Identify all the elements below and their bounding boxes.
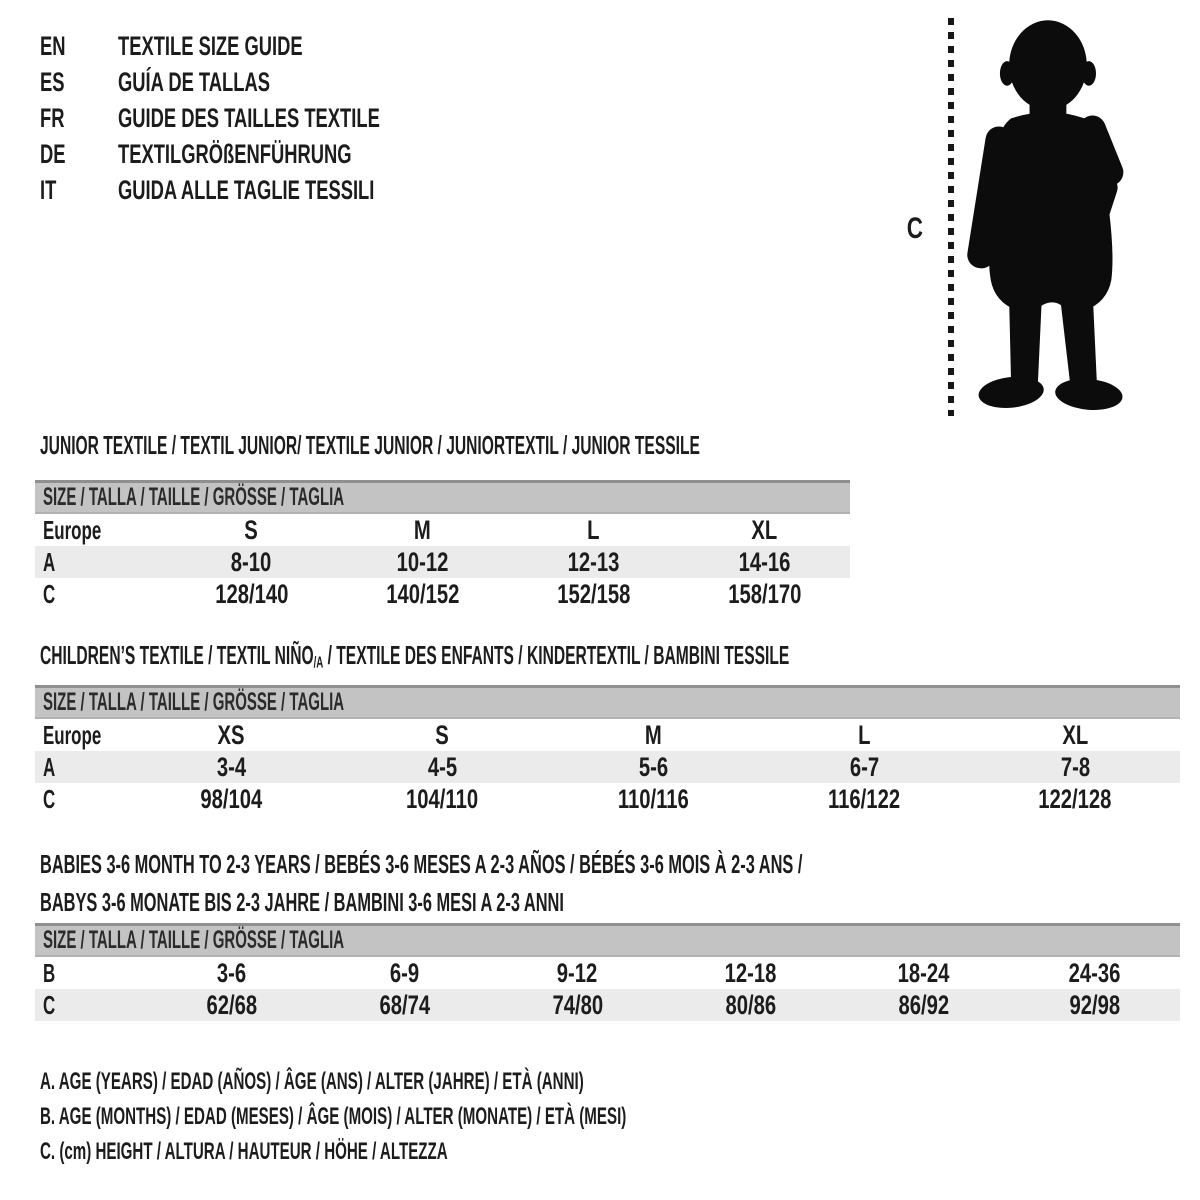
lang-title-fr: GUIDE DES TAILLES TEXTILE: [118, 102, 380, 133]
cell: XL: [751, 514, 778, 545]
babies-row-months: [35, 956, 1180, 989]
cell: S: [435, 719, 450, 750]
cell: L: [587, 514, 600, 545]
cell: 86/92: [837, 989, 1010, 1021]
lang-row-es: [40, 64, 503, 100]
lang-row-de: [40, 136, 503, 172]
row-label: A: [35, 546, 166, 578]
children-table-title: CHILDREN’S TEXTILE / TEXTIL NIÑO/A / TEXTILE DES ENFANTS / KINDERTEXTIL / BAMBINI TESSILE: [40, 640, 790, 672]
junior-row-height: [35, 578, 850, 610]
cell: 5-6: [548, 751, 759, 783]
lang-title-es: GUÍA DE TALLAS: [118, 66, 270, 97]
cell: 110/116: [618, 783, 689, 814]
cell: 80/86: [664, 989, 837, 1021]
junior-size-table: [35, 480, 850, 610]
row-label: C: [43, 578, 56, 609]
cell: 116/122: [828, 783, 901, 814]
row-label: C: [43, 783, 56, 814]
cell: 152/158: [556, 578, 631, 609]
cell: 14-16: [679, 546, 850, 578]
cell: 98/104: [200, 783, 263, 814]
cell: 140/152: [385, 578, 460, 609]
junior-row-age: [35, 546, 850, 578]
cell: 6-7: [759, 751, 970, 783]
junior-size-header-row: [35, 482, 850, 514]
cell: 3-6: [216, 957, 247, 988]
junior-row-europe: [35, 513, 850, 546]
cell: 6-9: [389, 957, 420, 988]
babies-table-title: BABIES 3-6 MONTH TO 2-3 YEARS / BEBÉS 3-6 MESES A 2-3 AÑOS / BÉBÉS 3-6 MOIS À 2-3 ANS / BABYS 3-6 MONATE BIS 2-3 JAHRE / BAMBINI 3-6 MESI A 2-3 ANNI: [40, 849, 803, 917]
cell: 158/170: [727, 578, 802, 609]
cell: 18-24: [897, 957, 950, 988]
measurement-legend: [40, 1064, 971, 1169]
cell: 8-10: [166, 546, 337, 578]
cell: 4-5: [337, 751, 548, 783]
legend-line-b: B. AGE (MONTHS) / EDAD (MESES) / ÂGE (MOIS) / ALTER (MONATE) / ETÀ (MESI): [40, 1103, 627, 1130]
lang-code-fr: FR: [40, 102, 65, 133]
children-size-table: [35, 685, 1180, 815]
junior-table-title: JUNIOR TEXTILE / TEXTIL JUNIOR/ TEXTILE JUNIOR / JUNIORTEXTIL / JUNIOR TESSILE: [40, 430, 700, 460]
legend-line-a: A. AGE (YEARS) / EDAD (AÑOS) / ÂGE (ANS) / ALTER (JAHRE) / ETÀ (ANNI): [40, 1068, 584, 1095]
children-size-header-row: [35, 687, 1180, 719]
children-row-europe: [35, 718, 1180, 751]
cell: S: [244, 514, 259, 545]
lang-row-fr: [40, 100, 503, 136]
babies-row-height: [35, 989, 1180, 1021]
height-measure-label: C: [906, 212, 923, 245]
babies-size-table: [35, 923, 1180, 1021]
language-title-list: [40, 28, 503, 208]
cell: 74/80: [491, 989, 664, 1021]
cell: M: [645, 719, 662, 750]
lang-code-it: IT: [40, 174, 57, 205]
toddler-silhouette-icon: [958, 12, 1142, 416]
cell: 92/98: [1010, 989, 1180, 1021]
lang-title-it: GUIDA ALLE TAGLIE TESSILI: [118, 174, 375, 205]
row-label: B: [43, 957, 56, 988]
lang-code-es: ES: [40, 66, 65, 97]
cell: 7-8: [970, 751, 1180, 783]
cell: 3-4: [126, 751, 337, 783]
cell: 128/140: [214, 578, 289, 609]
row-label: Europe: [43, 719, 102, 750]
lang-title-en: TEXTILE SIZE GUIDE: [118, 30, 303, 61]
size-header-cell: SIZE / TALLA / TAILLE / GRÖSSE / TAGLIA: [35, 925, 1180, 957]
cell: XS: [217, 719, 246, 750]
row-label: A: [35, 751, 126, 783]
cell: 12-18: [724, 957, 777, 988]
height-dashed-line: [948, 18, 954, 416]
cell: 24-36: [1069, 957, 1121, 988]
cell: 122/128: [1038, 783, 1112, 814]
children-row-height: [35, 783, 1180, 815]
lang-code-de: DE: [40, 138, 66, 169]
babies-size-header-row: [35, 925, 1180, 957]
cell: M: [414, 514, 431, 545]
lang-row-en: [40, 28, 503, 64]
cell: 10-12: [337, 546, 508, 578]
size-header-cell: SIZE / TALLA / TAILLE / GRÖSSE / TAGLIA: [35, 482, 850, 514]
lang-code-en: EN: [40, 30, 66, 61]
title-subscript: /A: [313, 653, 324, 672]
cell: 104/110: [406, 783, 479, 814]
row-label: Europe: [43, 514, 102, 545]
cell: XL: [1062, 719, 1088, 750]
children-row-age: [35, 751, 1180, 783]
row-label: C: [35, 989, 145, 1021]
lang-title-de: TEXTILGRÖßENFÜHRUNG: [118, 138, 352, 169]
cell: 12-13: [508, 546, 679, 578]
legend-line-c: C. (cm) HEIGHT / ALTURA / HAUTEUR / HÖHE / ALTEZZA: [40, 1138, 448, 1165]
lang-row-it: [40, 172, 503, 208]
cell: 9-12: [557, 957, 598, 988]
cell: 62/68: [145, 989, 318, 1021]
cell: 68/74: [318, 989, 491, 1021]
size-header-cell: SIZE / TALLA / TAILLE / GRÖSSE / TAGLIA: [35, 687, 1180, 719]
cell: L: [858, 719, 871, 750]
